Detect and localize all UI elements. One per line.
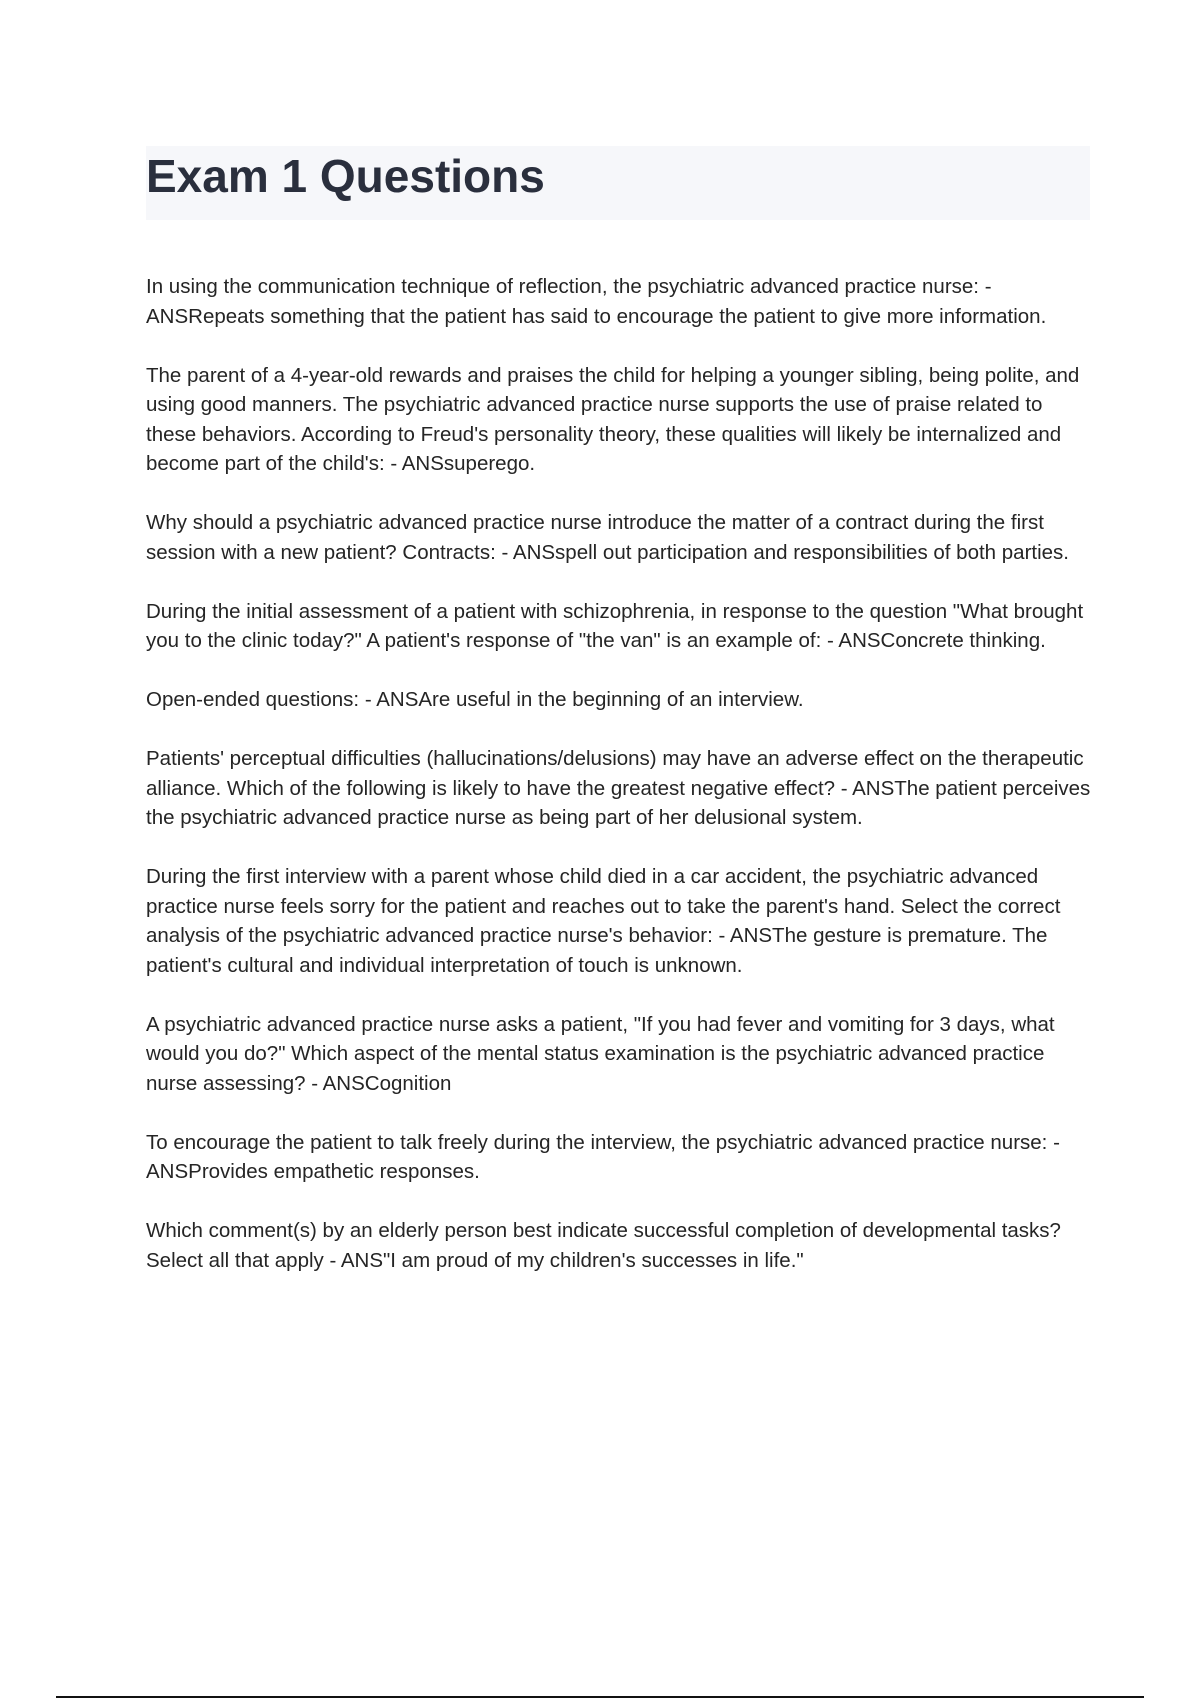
question-item: The parent of a 4-year-old rewards and praises the child for helping a younger sibling, being polite, and using good manners. The psychiatric advanced practice nurse supports the use of praise related to these behaviors. According to Freud's personality theory, these qualities will likely be internalized and become part of the child's: - ANSsuperego. [146,363,1080,475]
page-bottom-rule [56,1696,1144,1698]
question-item: In using the communication technique of reflection, the psychiatric advanced practice nurse: - ANSRepeats something that the patient has said to encourage the patient to give more information. [146,275,1047,328]
question-item: Why should a psychiatric advanced practice nurse introduce the matter of a contract during the first session with a new patient? Contracts: - ANSspell out participation and responsibilities of both parties. [146,511,1070,564]
question-item: To encourage the patient to talk freely during the interview, the psychiatric advanced practice nurse: - ANSProvides empathetic responses. [146,1130,1060,1183]
question-item: During the initial assessment of a patient with schizophrenia, in response to the question "What brought you to the clinic today?" A patient's response of "the van" is an example of: - ANSConcrete thinking. [146,599,1084,652]
question-item: Open-ended questions: - ANSAre useful in the beginning of an interview. [146,688,804,711]
question-item: Which comment(s) by an elderly person best indicate successful completion of developmental tasks? Select all that apply - ANS"I am proud of my children's successes in life." [146,1219,1061,1272]
question-item: A psychiatric advanced practice nurse asks a patient, "If you had fever and vomiting for 3 days, what would you do?" Which aspect of the mental status examination is the psychiatric advanced practice nurse assessing? - ANSCognition [146,1012,1055,1095]
document-title: Exam 1 Questions [146,150,545,202]
question-item: Patients' perceptual difficulties (hallucinations/delusions) may have an adverse effect on the therapeutic alliance. Which of the following is likely to have the greatest negative effect? - ANSThe patient perceives the psychiatric advanced practice nurse as being part of her delusional system. [146,747,1091,829]
question-list [146,272,1096,1305]
question-item: During the first interview with a parent whose child died in a car accident, the psychiatric advanced practice nurse feels sorry for the patient and reaches out to take the parent's hand. Select the correct analysis of the psychiatric advanced practice nurse's behavior: - ANSThe gesture is premature. The patient's cultural and individual interpretation of touch is unknown. [146,865,1061,977]
